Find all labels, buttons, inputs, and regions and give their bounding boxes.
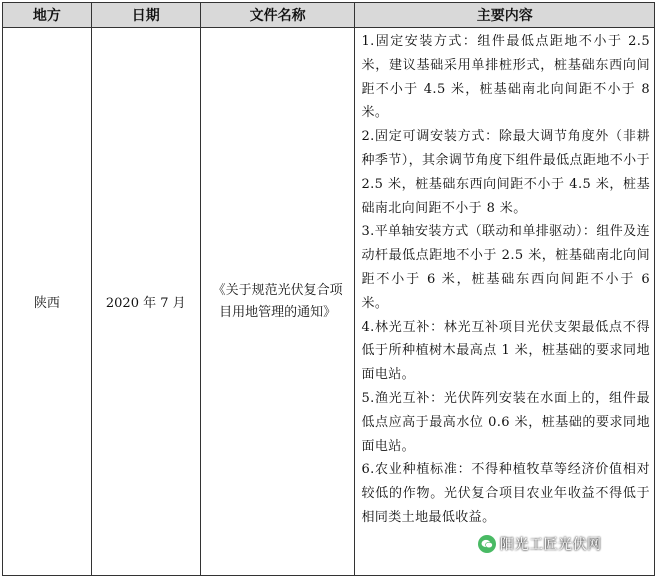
- table-row: [3, 28, 655, 576]
- watermark-text: 阳光工匠光伏网: [500, 537, 602, 553]
- cell-document-name: 《关于规范光伏复合项目用地管理的通知》: [200, 28, 355, 576]
- header-document-name: 文件名称: [200, 3, 355, 28]
- header-date: 日期: [91, 3, 200, 28]
- table-header-row: [3, 3, 655, 28]
- content-item: 6.农业种植标准：不得种植牧草等经济价值相对较低的作物。光伏复合项目农业年收益不得低于相同类土地最低收益。: [361, 462, 650, 525]
- content-item: 3.平单轴安装方式（联动和单排驱动）：组件及连动杆最低点距地不小于 2.5 米，桩基础南北向间距不小于 6 米，桩基础东西向间距不小于 6 米。: [361, 224, 650, 311]
- wechat-icon: [478, 535, 496, 553]
- content-item: 4.林光互补：林光互补项目光伏支架最低点不得低于所种植树木最高点 1 米，桩基础的要求同地面电站。: [361, 319, 650, 383]
- watermark: [478, 534, 602, 554]
- content-item: 5.渔光互补：光伏阵列安装在水面上的，组件最低点应高于最高水位 0.6 米，桩基础的要求同地面电站。: [361, 390, 650, 454]
- cell-region: 陕西: [3, 28, 92, 576]
- header-region: 地方: [3, 3, 92, 28]
- cell-main-content: [355, 28, 655, 576]
- header-main-content: 主要内容: [355, 3, 655, 28]
- policy-table: [2, 2, 655, 576]
- content-item: 2.固定可调安装方式：除最大调节角度外（非耕种季节），其余调节角度下组件最低点距地不小于 2.5 米，桩基础东西向间距不小于 4.5 米，桩基础南北向间距不小于 8 米。: [361, 129, 650, 216]
- content-item: 1.固定安装方式：组件最低点距地不小于 2.5 米，建议基础采用单排桩形式，桩基础东西向间距不小于 4.5 米，桩基础南北向间距不小于 8 米。: [361, 34, 650, 121]
- cell-date: 2020 年 7 月: [91, 28, 200, 576]
